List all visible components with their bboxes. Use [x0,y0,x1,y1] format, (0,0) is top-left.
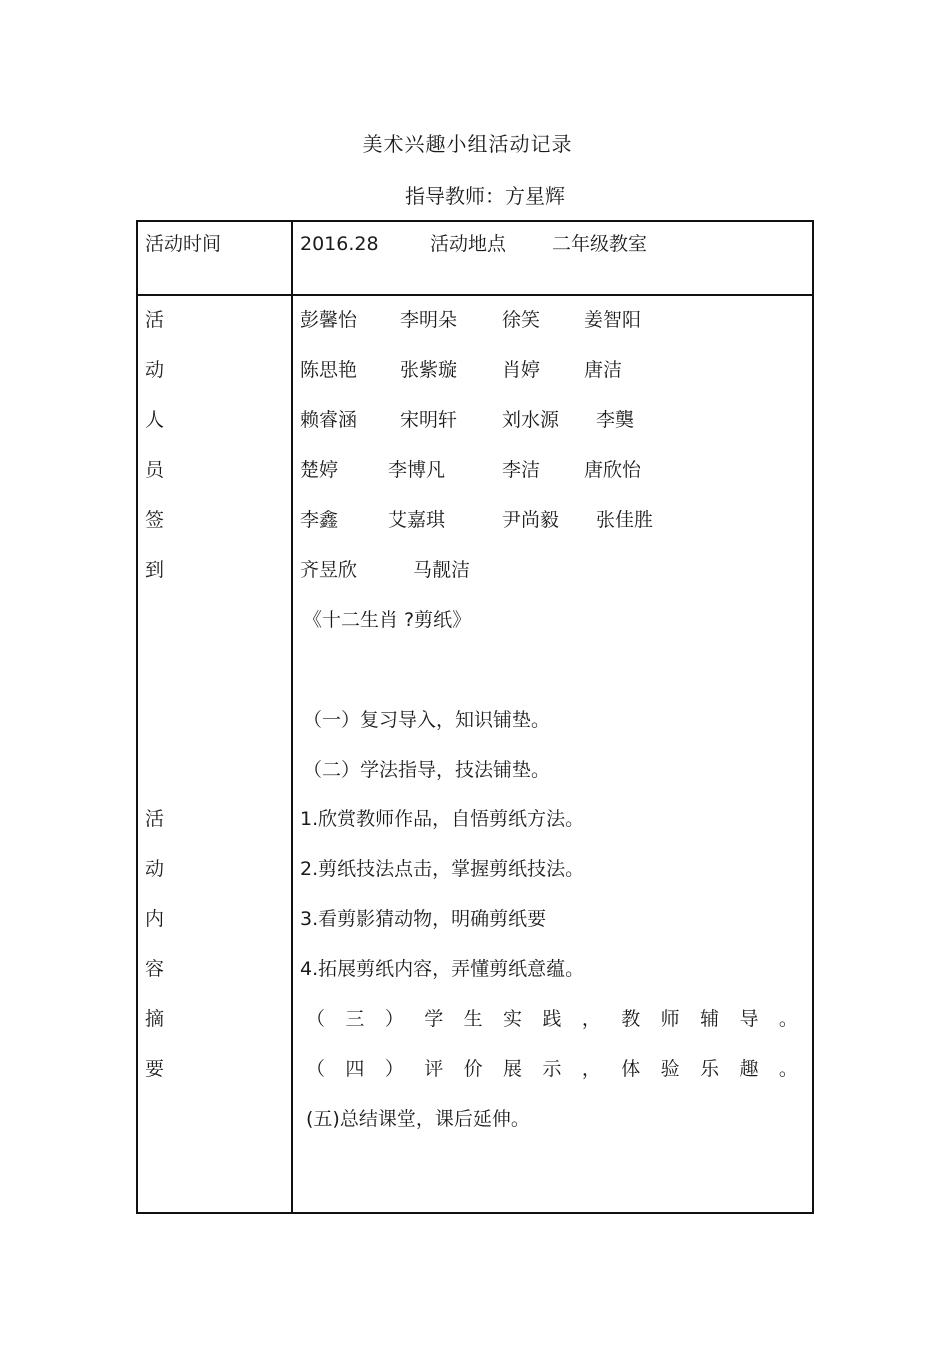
student-name: 徐笑 [502,309,541,331]
char: 展 [503,1058,523,1080]
char: （ [306,1008,326,1030]
char: 验 [660,1058,680,1080]
char: 学 [424,1008,444,1030]
attendance-label-char: 签 [145,509,165,531]
student-name: 李鑫 [300,509,339,531]
row-divider [138,294,812,296]
student-name: 唐洁 [584,359,623,381]
char: 价 [463,1058,483,1080]
student-name: 李洁 [502,459,541,481]
char: 示 [542,1058,562,1080]
student-name: 宋明轩 [400,409,458,431]
char: 四 [345,1058,365,1080]
content-line: 3.看剪影猜动物，明确剪纸要 [300,908,547,930]
char: ） [384,1058,404,1080]
content-line-justified [306,1007,798,1031]
student-name: 张佳胜 [596,509,654,531]
content-label-char: 活 [145,808,165,830]
content-label-char: 内 [145,908,165,930]
activity-date: 2016.28 [300,233,379,255]
student-name: 张紫璇 [400,359,458,381]
content-line-justified [306,1057,798,1081]
char: ） [384,1008,404,1030]
student-name: 刘水源 [502,409,560,431]
attendance-label-char: 动 [145,359,165,381]
content-label-char: 摘 [145,1008,165,1030]
column-divider [291,222,293,1212]
char: 三 [345,1008,365,1030]
document-title: 美术兴趣小组活动记录 [362,132,573,156]
char: 乐 [700,1058,720,1080]
time-label: 活动时间 [145,233,222,255]
student-name: 李博凡 [388,459,446,481]
content-line: 2.剪纸技法点击，掌握剪纸技法。 [300,858,585,880]
char: 教 [621,1008,641,1030]
char: 师 [660,1008,680,1030]
char: 辅 [700,1008,720,1030]
char: 趣 [739,1058,759,1080]
char: 践 [542,1008,562,1030]
char: 实 [503,1008,523,1030]
char: 导 [739,1008,759,1030]
attendance-label-char: 活 [145,309,165,331]
content-label-char: 容 [145,958,165,980]
content-line: （一）复习导入，知识铺垫。 [303,709,551,731]
student-name: 肖婷 [502,359,541,381]
char: 生 [463,1008,483,1030]
student-name: 陈思艳 [300,359,358,381]
content-line: (五)总结课堂，课后延伸。 [306,1108,530,1130]
student-name: 李明朵 [400,309,458,331]
char: 评 [424,1058,444,1080]
student-name: 唐欣怡 [584,459,642,481]
char: ， [581,1008,601,1030]
student-name: 艾嘉琪 [388,509,446,531]
attendance-label-char: 人 [145,409,165,431]
content-line: 1.欣赏教师作品，自悟剪纸方法。 [300,808,585,830]
student-name: 姜智阳 [584,309,642,331]
student-name: 李龑 [596,409,635,431]
attendance-label-char: 员 [145,459,165,481]
student-name: 马靓洁 [413,559,471,581]
teacher-line: 指导教师：方星辉 [405,184,565,208]
place-label: 活动地点 [430,233,507,255]
attendance-label-char: 到 [145,559,165,581]
content-line: （二）学法指导，技法铺垫。 [303,759,551,781]
char: 。 [778,1008,798,1030]
record-table [136,220,814,1214]
student-name: 赖睿涵 [300,409,358,431]
content-label-char: 动 [145,858,165,880]
char: ， [581,1058,601,1080]
content-label-char: 要 [145,1058,165,1080]
student-name: 彭馨怡 [300,309,358,331]
char: （ [306,1058,326,1080]
student-name: 齐昱欣 [300,559,358,581]
place-value: 二年级教室 [552,233,648,255]
lesson-topic: 《十二生肖 ?剪纸》 [303,609,472,631]
content-line: 4.拓展剪纸内容，弄懂剪纸意蕴。 [300,958,585,980]
student-name: 楚婷 [300,459,339,481]
student-name: 尹尚毅 [502,509,560,531]
char: 。 [778,1058,798,1080]
char: 体 [621,1058,641,1080]
